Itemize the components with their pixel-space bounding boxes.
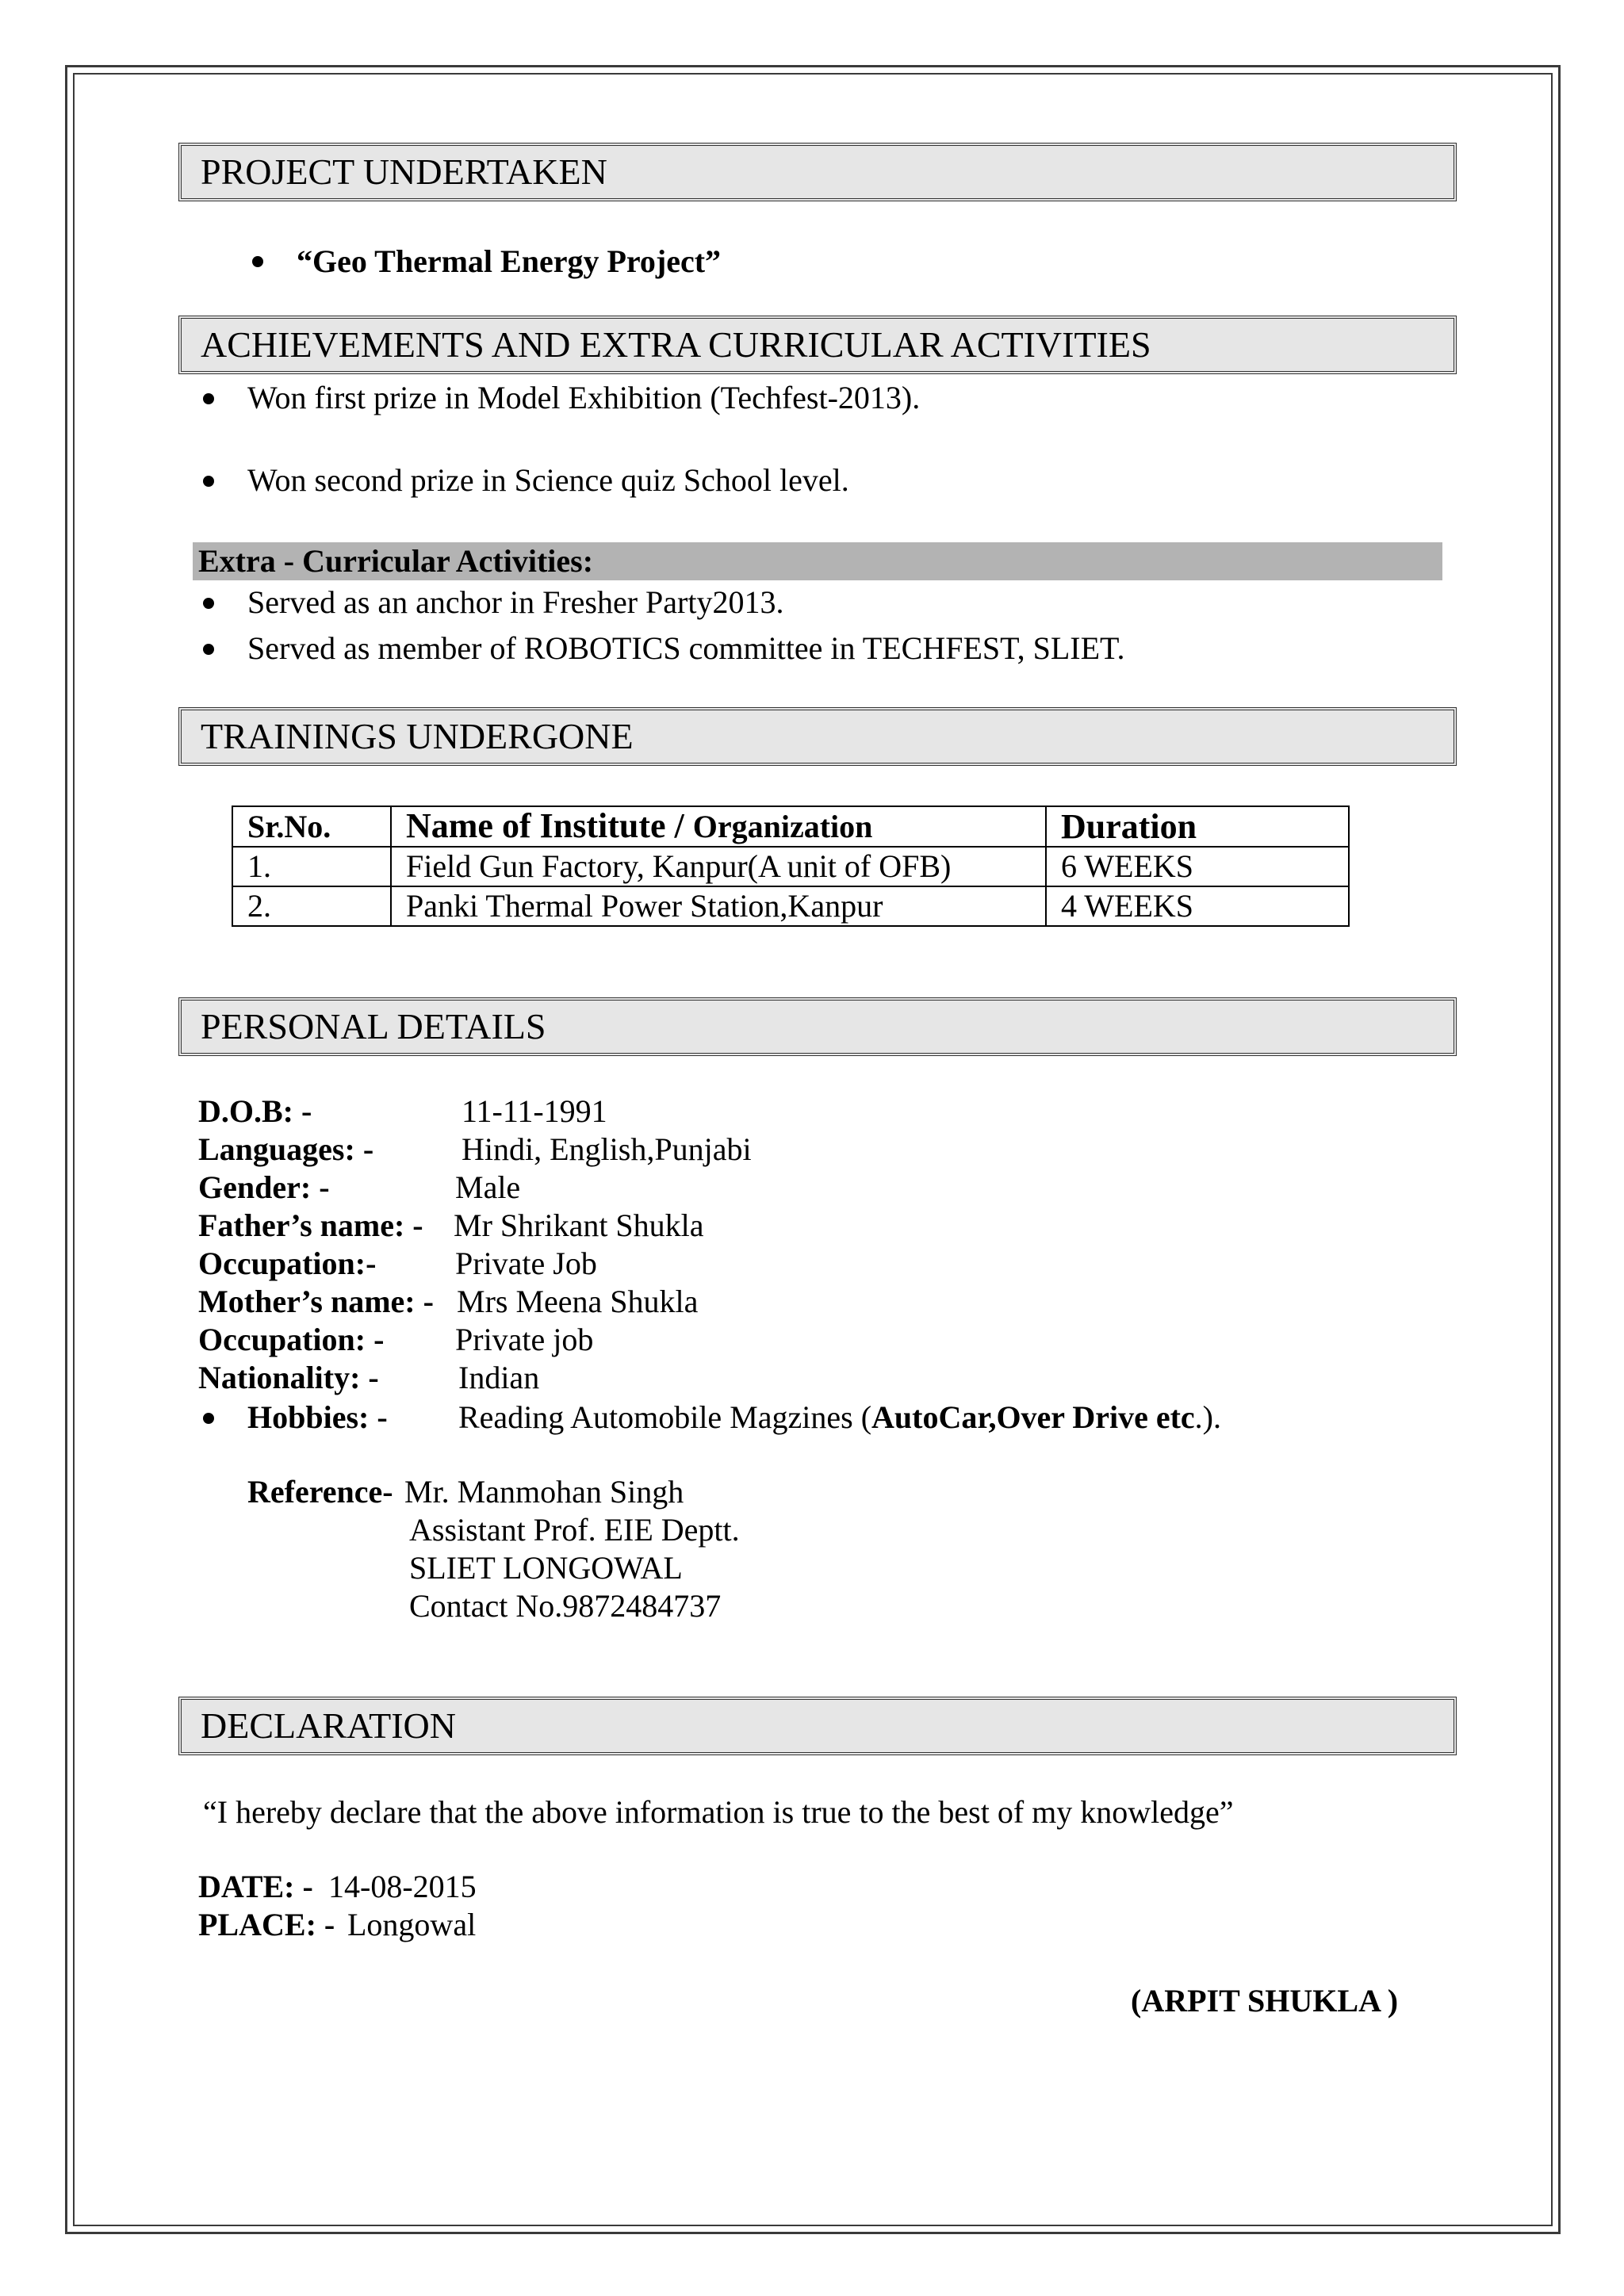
cell-name: Panki Thermal Power Station,Kanpur (391, 886, 1046, 926)
gender-value: Male (455, 1169, 521, 1205)
cell-srno: 2. (232, 886, 391, 926)
declaration-statement: “I hereby declare that the above information is true to the best of my knowledge” (203, 1794, 1234, 1830)
reference-line: Contact No.9872484737 (409, 1588, 722, 1624)
bullet-icon (203, 476, 214, 487)
bullet-icon (203, 1413, 214, 1424)
trainings-table (232, 806, 1350, 927)
table-row (232, 847, 1349, 886)
cell-srno: 1. (232, 847, 391, 886)
column-header-srno: Sr.No. (232, 806, 391, 847)
hobbies-suffix: .). (1194, 1399, 1221, 1435)
languages-label: Languages: - (198, 1131, 374, 1167)
reference-line: Assistant Prof. EIE Deptt. (409, 1512, 740, 1548)
cell-duration: 4 WEEKS (1046, 886, 1349, 926)
extra-curricular-item: Served as member of ROBOTICS committee in TECHFEST, SLIET. (247, 630, 1125, 666)
cell-name: Field Gun Factory, Kanpur(A unit of OFB) (391, 847, 1046, 886)
date-value: 14-08-2015 (328, 1869, 477, 1904)
dob-label: D.O.B: - (198, 1093, 312, 1129)
extra-curricular-header: Extra - Curricular Activities: (198, 543, 594, 579)
date-label: DATE: - (198, 1869, 313, 1904)
father-occupation-value: Private Job (455, 1246, 597, 1281)
gender-label: Gender: - (198, 1169, 330, 1205)
nationality-value: Indian (458, 1360, 540, 1395)
nationality-label: Nationality: - (198, 1360, 379, 1395)
hobbies-value (458, 1399, 1221, 1437)
father-name-value: Mr Shrikant Shukla (454, 1207, 704, 1243)
achievement-item: Won first prize in Model Exhibition (Techfest-2013). (247, 380, 921, 415)
dob-value: 11-11-1991 (462, 1093, 607, 1129)
mother-name-label: Mother’s name: - (198, 1284, 434, 1319)
section-header-trainings: TRAININGS UNDERGONE (178, 707, 1457, 766)
mother-name-value: Mrs Meena Shukla (457, 1284, 699, 1319)
bullet-icon (203, 644, 214, 655)
cell-duration: 6 WEEKS (1046, 847, 1349, 886)
place-value: Longowal (347, 1907, 477, 1942)
hobbies-label: Hobbies: - (247, 1399, 388, 1435)
place-label: PLACE: - (198, 1907, 335, 1942)
section-header-declaration: DECLARATION (178, 1697, 1457, 1755)
reference-line: SLIET LONGOWAL (409, 1550, 683, 1586)
section-header-achievements: ACHIEVEMENTS AND EXTRA CURRICULAR ACTIVITIES (178, 316, 1457, 374)
bullet-icon (203, 598, 214, 609)
project-item: “Geo Thermal Energy Project” (297, 243, 722, 279)
section-header-project: PROJECT UNDERTAKEN (178, 143, 1457, 201)
languages-value: Hindi, English,Punjabi (462, 1131, 752, 1167)
hobbies-prefix: Reading Automobile Magzines ( (458, 1399, 872, 1435)
hobbies-bold: AutoCar,Over Drive etc (871, 1399, 1195, 1435)
bullet-icon (252, 256, 263, 267)
table-header-row (232, 806, 1349, 847)
father-name-label: Father’s name: - (198, 1207, 423, 1243)
reference-label: Reference- (247, 1474, 393, 1510)
signature-name: (ARPIT SHUKLA ) (1131, 1983, 1399, 2019)
column-header-name-sub: Organization (692, 809, 873, 844)
column-header-duration: Duration (1046, 806, 1349, 847)
extra-curricular-item: Served as an anchor in Fresher Party2013. (247, 584, 784, 620)
column-header-name-main: Name of Institute / (406, 806, 693, 845)
father-occupation-label: Occupation:- (198, 1246, 377, 1281)
column-header-name (391, 806, 1046, 847)
achievement-item: Won second prize in Science quiz School level. (247, 462, 849, 498)
table-row (232, 886, 1349, 926)
reference-name: Mr. Manmohan Singh (404, 1474, 684, 1510)
section-header-personal: PERSONAL DETAILS (178, 997, 1457, 1056)
mother-occupation-value: Private job (455, 1322, 594, 1357)
mother-occupation-label: Occupation: - (198, 1322, 385, 1357)
bullet-icon (203, 393, 214, 404)
